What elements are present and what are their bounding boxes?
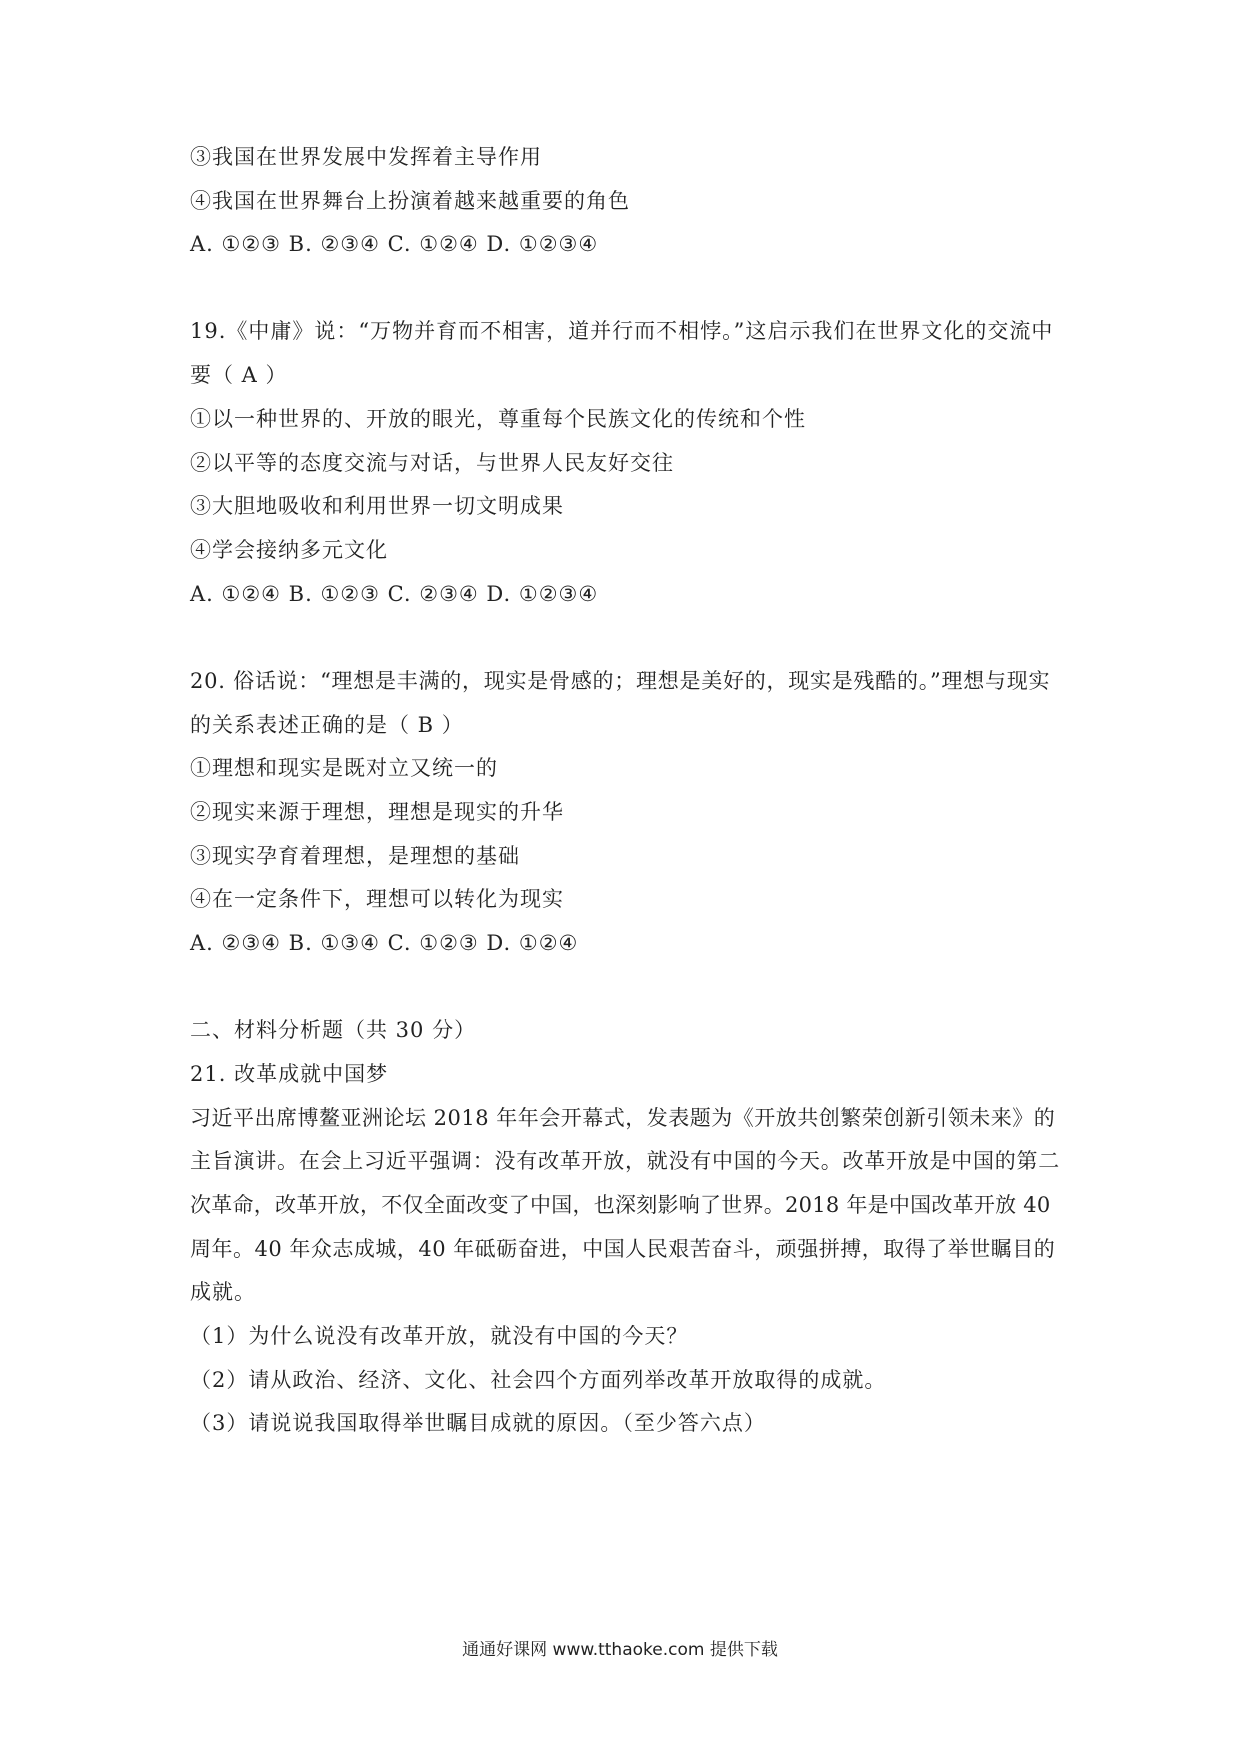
q20-option-4: ④在一定条件下，理想可以转化为现实	[190, 887, 564, 911]
q20-stem-line-1: 20. 俗话说：“理想是丰满的，现实是骨感的；理想是美好的，现实是残酷的。”理想与现实	[190, 669, 1051, 693]
q21-material-line-1: 习近平出席博鳌亚洲论坛 2018 年年会开幕式，发表题为《开放共创繁荣创新引领未来》的	[190, 1106, 1056, 1130]
q21-material-line-3: 次革命，改革开放，不仅全面改变了中国，也深刻影响了世界。2018 年是中国改革开放 40	[190, 1193, 1051, 1217]
q20-option-1: ①理想和现实是既对立又统一的	[190, 756, 498, 780]
q19-choices: A. ①②④ B. ①②③ C. ②③④ D. ①②③④	[190, 582, 599, 606]
q21-title: 21. 改革成就中国梦	[190, 1062, 389, 1086]
q19-stem-line-1: 19.《中庸》说：“万物并育而不相害，道并行而不相悖。”这启示我们在世界文化的交流中	[190, 319, 1054, 343]
q20-stem-line-2: 的关系表述正确的是（ B ）	[190, 713, 464, 737]
q21-material-line-5: 成就。	[190, 1280, 256, 1304]
q19-option-4: ④学会接纳多元文化	[190, 538, 388, 562]
q20-option-3: ③现实孕育着理想，是理想的基础	[190, 844, 520, 868]
q19-option-1: ①以一种世界的、开放的眼光，尊重每个民族文化的传统和个性	[190, 407, 806, 431]
q18-option-3: ③我国在世界发展中发挥着主导作用	[190, 145, 542, 169]
q21-material-line-2: 主旨演讲。在会上习近平强调：没有改革开放，就没有中国的今天。改革开放是中国的第二	[190, 1149, 1060, 1173]
q21-subquestion-3: （3）请说说我国取得举世瞩目成就的原因。（至少答六点）	[190, 1411, 766, 1435]
page-footer: 通通好课网 www.tthaoke.com 提供下载	[462, 1640, 778, 1660]
section-2-heading: 二、材料分析题（共 30 分）	[190, 1018, 477, 1042]
q21-subquestion-1: （1）为什么说没有改革开放，就没有中国的今天？	[190, 1324, 689, 1348]
q19-stem-line-2: 要（ A ）	[190, 363, 288, 387]
q19-option-3: ③大胆地吸收和利用世界一切文明成果	[190, 494, 564, 518]
q18-option-4: ④我国在世界舞台上扮演着越来越重要的角色	[190, 189, 630, 213]
q20-choices: A. ②③④ B. ①③④ C. ①②③ D. ①②④	[190, 931, 579, 955]
q20-option-2: ②现实来源于理想，理想是现实的升华	[190, 800, 564, 824]
q21-material-line-4: 周年。40 年众志成城，40 年砥砺奋进，中国人民艰苦奋斗，顽强拼搏，取得了举世瞩目的	[190, 1237, 1056, 1261]
q18-choices: A. ①②③ B. ②③④ C. ①②④ D. ①②③④	[190, 232, 599, 256]
q19-option-2: ②以平等的态度交流与对话，与世界人民友好交往	[190, 451, 674, 475]
q21-subquestion-2: （2）请从政治、经济、文化、社会四个方面列举改革开放取得的成就。	[190, 1368, 887, 1392]
